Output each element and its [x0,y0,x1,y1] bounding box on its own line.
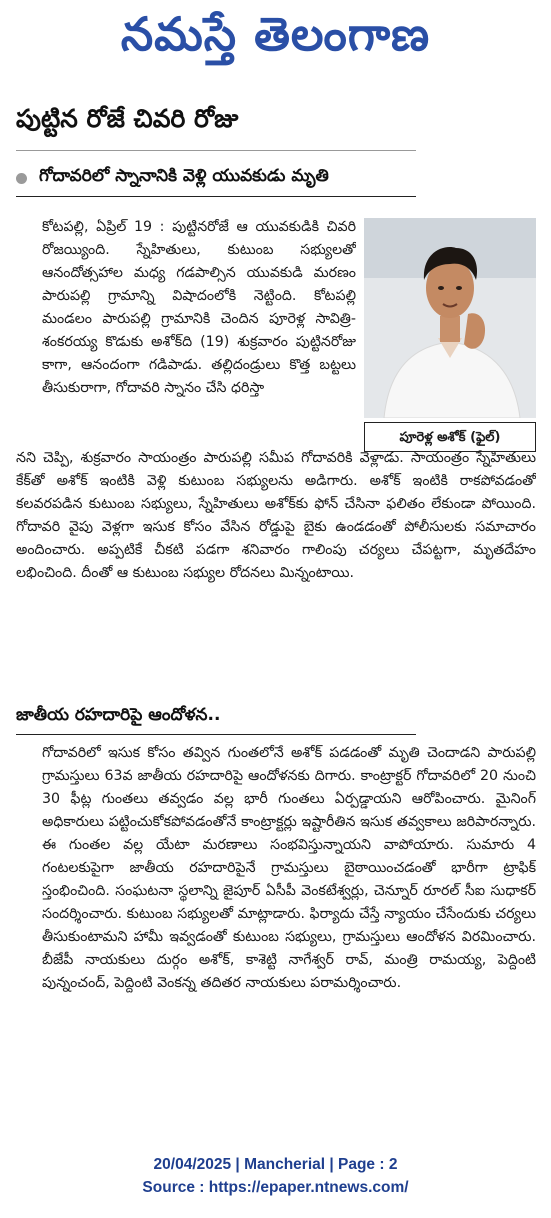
section-heading-row [16,700,416,735]
article-paragraph-2 [16,447,536,687]
footer-date-edition: 20/04/2025 | Mancherial | Page : 2 [153,1156,398,1173]
paragraph-3-text: గోదావరిలో ఇసుక కోసం తవ్విన గుంతలోనే అశోక్ పడడంతో మృతి చెందాడని పారుపల్లి గ్రామస్తులు 63వ జాతీయ రహదారిపై ఆందోళనకు దిగారు. కాంట్రాక్టర్ గోదావరిలో 20 నుంచి 30 ఫీట్ల గుంతలు తవ్వడం వల్ల భారీ గుంతలు ఏర్పడ్డాయని ఆరోపించారు. మైనింగ్ అధికారులు పట్టించుకోకపోవడంతోనే కాంట్రాక్టర్లు ఇష్టారీతిన ఇసుక తవ్వకాలు జరిపారన్నారు. ఈ గుంతల వల్ల యేటా మరణాలు సంభవిస్తున్నాయని వాపోయారు. సుమారు 4 గంటలకుపైగా జాతీయ రహదారిపైనే గ్రామస్తులు బైఠాయించడంతో భారీగా ట్రాఫిక్ స్తంభించింది. సంఘటనా స్థలాన్ని జైపూర్ ఏసీపీ వెంకటేశ్వర్లు, చెన్నూర్ రూరల్ సీఐ సుధాకర్ సందర్శించారు. కుటుంబ సభ్యులతో మాట్లాడారు. ఫిర్యాదు చేస్తే న్యాయం చేసేందుకు చర్యలు తీసుకుంటామని హామీ ఇవ్వడంతో కుటుంబ సభ్యులు, గ్రామస్తులు ఆందోళన విరమించారు. బీజేపీ నాయకులు దుర్గం అశోక్, కాశెట్టి నాగేశ్వర్ రావ్, మంత్రి రామయ్య, పెద్దింటి పున్నంచంద్, పెద్దింటి వెంకన్న తదితర నాయకులు పరామర్శించారు. [42,745,536,991]
page-footer [0,1153,551,1199]
article-headline: పుట్టిన రోజే చివరి రోజు [16,104,239,133]
person-photo-drawing [364,218,536,418]
article-subheadline: గోదావరిలో స్నానానికి వెళ్లి యువకుడు మృతి [39,166,329,186]
top-divider [16,150,416,151]
section-heading: జాతీయ రహదారిపై ఆందోళన.. [16,705,221,725]
masthead-title: నమస్తే తెలంగాణ [120,7,431,61]
photo-caption: పూరెళ్ల అశోక్ (ఫైల్) [364,422,536,452]
article-paragraph-1 [16,216,356,446]
bullet-icon [16,173,27,184]
footer-source-link[interactable]: Source : https://epaper.ntnews.com/ [142,1179,409,1196]
paragraph-2-text: నని చెప్పి, శుక్రవారం సాయంత్రం పారుపల్లి సమీప గోదావరికి వెళ్లాడు. సాయంత్రం స్నేహితులు కేక్‌తో అశోక్ ఇంటికి వెళ్లి కుటుంబ సభ్యులను అడిగారు. అశోక్ ఇంటికి రాకపోవడంతో కలవరపడిన కుటుంబ సభ్యులు, స్నేహితులు అశోక్‌కు ఫోన్ చేసినా ఫలితం లేకుండా పోయింది. గోదావరి వైపు వెళ్లగా ఇసుక కోసం వేసిన రోడ్డుపై బైకు ఉండడంతో పోలీసులకు సమాచారం అందించారు. అప్పటికే చీకటి పడగా శనివారం గాలింపు చర్యలు చేపట్టగా, మృతదేహం లభించింది. దీంతో ఆ కుటుంబ సభ్యుల రోదనలు మిన్నంటాయి. [16,450,536,581]
article-paragraph-3 [16,742,536,1142]
photo-block [364,218,536,455]
paragraph-1-text: కోటపల్లి, ఏప్రిల్ 19 : పుట్టినరోజే ఆ యువకుడికి చివరి రోజయ్యింది. స్నేహితులు, కుటుంబ సభ్యులతో ఆనందోత్సహాల మధ్య గడపాల్సిన యువకుడి మరణం పారుపల్లి గ్రామాన్ని విషాదంలోకి నెట్టింది. కోటపల్లి మండలం పారుపల్లి గ్రామానికి చెందిన పూరెళ్ల సావిత్రి-శంకరయ్య కొడుకు అశోక్‌ది (19) శుక్రవారం పుట్టినరోజు కాగా, ఆనందంగా గడిపాడు. తల్లిదండ్రులు కొత్త బట్టలు తీసుకురాగా, గోదావరి స్నానం చేసి ధరిస్తా [42,219,356,396]
newspaper-masthead [0,0,551,80]
subheadline-row [16,160,416,197]
person-photo [364,218,536,418]
